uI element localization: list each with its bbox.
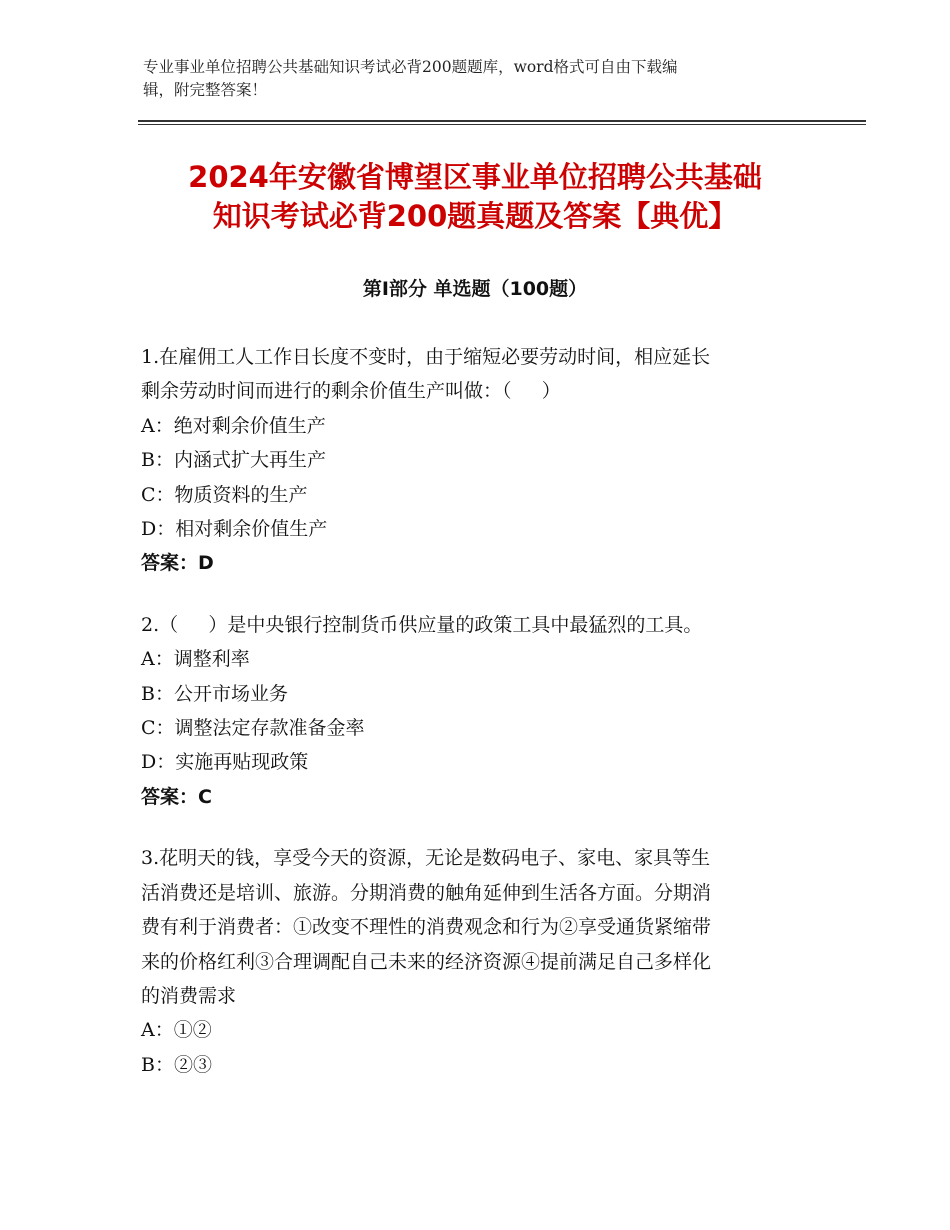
question-stem-line: 3.花明天的钱，享受今天的资源，无论是数码电子、家电、家具等生 (141, 847, 711, 870)
option-c: C：物质资料的生产 (141, 483, 308, 506)
header-divider (138, 120, 866, 122)
document-title (120, 158, 830, 236)
question-stem-line: 1.在雇佣工人工作日长度不变时，由于缩短必要劳动时间，相应延长 (141, 346, 711, 368)
option-d: D：实施再贴现政策 (141, 751, 309, 774)
option-a: A：调整利率 (141, 648, 250, 671)
header-note-line: 辑，附完整答案！ (143, 81, 268, 99)
question-stem-line: 2.（ ）是中央银行控制货币供应量的政策工具中最猛烈的工具。 (141, 613, 703, 636)
question-stem-line: 费有利于消费者：①改变不理性的消费观念和行为②享受通货紧缩带 (141, 916, 712, 939)
question-stem-line: 的消费需求 (141, 984, 237, 1007)
header-note (143, 56, 783, 102)
question-list (141, 340, 811, 1109)
question-stem-line: 剩余劳动时间而进行的剩余价值生产叫做：（ ） (141, 380, 561, 403)
option-c: C：调整法定存款准备金率 (141, 717, 365, 740)
answer-line: 答案：D (141, 552, 214, 575)
title-line: 知识考试必背200题真题及答案【典优】 (212, 199, 738, 233)
question-stem-line: 来的价格红利③合理调配自己未来的经济资源④提前满足自己多样化 (141, 950, 712, 973)
option-d: D：相对剩余价值生产 (141, 518, 328, 541)
option-b: B：②③ (141, 1053, 212, 1076)
section-heading: 第Ⅰ部分 单选题（100题） (362, 278, 588, 300)
question-stem-line: 活消费还是培训、旅游。分期消费的触角延伸到生活各方面。分期消 (141, 881, 712, 904)
option-a: A：绝对剩余价值生产 (141, 414, 326, 437)
option-a: A：①② (141, 1019, 212, 1042)
title-line: 2024年安徽省博望区事业单位招聘公共基础 (188, 160, 762, 194)
option-b: B：内涵式扩大再生产 (141, 449, 326, 472)
answer-line: 答案：C (141, 785, 212, 808)
question-item (141, 608, 811, 814)
header-divider-thin (138, 124, 866, 125)
question-item (141, 340, 811, 581)
header-note-line: 专业事业单位招聘公共基础知识考试必背200题题库，word格式可自由下载编 (143, 58, 678, 76)
question-item (141, 841, 811, 1082)
option-b: B：公开市场业务 (141, 682, 288, 705)
